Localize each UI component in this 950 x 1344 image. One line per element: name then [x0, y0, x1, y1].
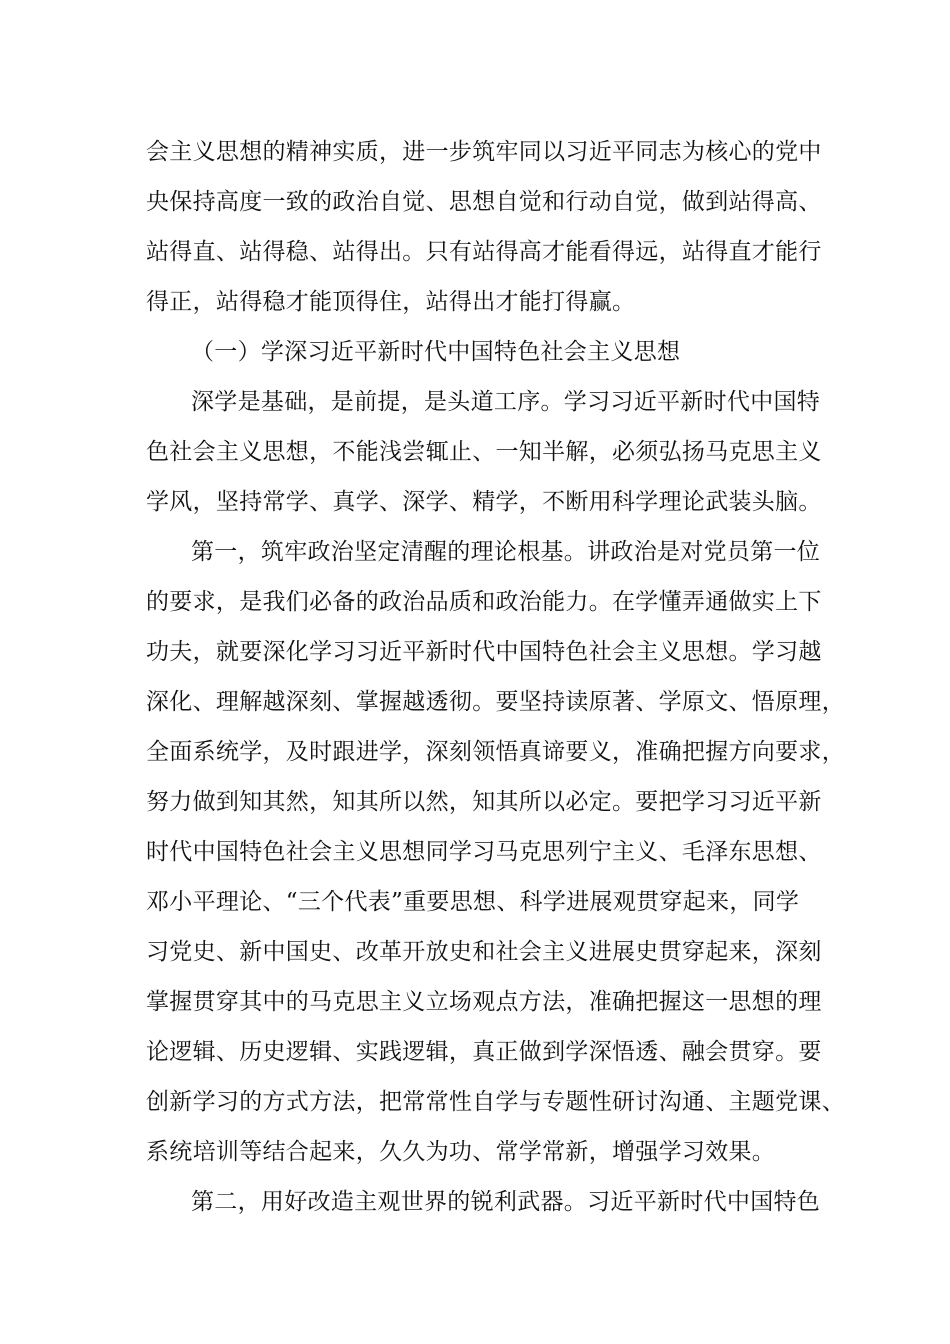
- paragraph-first-line: 第一，筑牢政治坚定清醒的理论根基。讲政治是对党员第一位: [191, 539, 821, 565]
- text-line: 时代中国特色社会主义思想同学习马克思列宁主义、毛泽东思想、: [146, 839, 822, 865]
- text-line: 的要求，是我们必备的政治品质和政治能力。在学懂弄通做实上下: [146, 589, 822, 615]
- text-line: 习党史、新中国史、改革开放史和社会主义进展史贯穿起来，深刻: [146, 939, 822, 965]
- text-line: 会主义思想的精神实质，进一步筑牢同以习近平同志为核心的党中: [146, 139, 822, 165]
- paragraph-first-line: 第二，用好改造主观世界的锐利武器。习近平新时代中国特色: [191, 1189, 821, 1215]
- text-line: 邓小平理论、“三个代表”重要思想、科学进展观贯穿起来，同学: [146, 889, 800, 915]
- text-line: 创新学习的方式方法，把常常性自学与专题性研讨沟通、主题党课、: [146, 1089, 845, 1115]
- text-line: 功夫，就要深化学习习近平新时代中国特色社会主义思想。学习越: [146, 639, 822, 665]
- text-line: 掌握贯穿其中的马克思主义立场观点方法，准确把握这一思想的理: [146, 989, 822, 1015]
- text-line: 论逻辑、历史逻辑、实践逻辑，真正做到学深悟透、融会贯穿。要: [146, 1039, 822, 1065]
- text-line: 站得直、站得稳、站得出。只有站得高才能看得远，站得直才能行: [146, 239, 822, 265]
- text-line: 全面系统学，及时跟进学，深刻领悟真谛要义，准确把握方向要求，: [146, 739, 845, 765]
- text-line: 学风，坚持常学、真学、深学、精学，不断用科学理论武装头脑。: [146, 489, 822, 515]
- text-line: 系统培训等结合起来，久久为功、常学常新，增强学习效果。: [146, 1139, 776, 1165]
- paragraph-first-line: 深学是基础，是前提，是头道工序。学习习近平新时代中国特: [191, 389, 821, 415]
- text-line: 深化、理解越深刻、掌握越透彻。要坚持读原著、学原文、悟原理，: [146, 689, 845, 715]
- text-line: 努力做到知其然，知其所以然，知其所以必定。要把学习习近平新: [146, 789, 822, 815]
- text-line: 色社会主义思想，不能浅尝辄止、一知半解，必须弘扬马克思主义: [146, 439, 822, 465]
- section-heading: （一）学深习近平新时代中国特色社会主义思想: [191, 339, 681, 365]
- text-line: 得正，站得稳才能顶得住，站得出才能打得赢。: [146, 289, 636, 315]
- text-line: 央保持高度一致的政治自觉、思想自觉和行动自觉，做到站得高、: [146, 189, 822, 215]
